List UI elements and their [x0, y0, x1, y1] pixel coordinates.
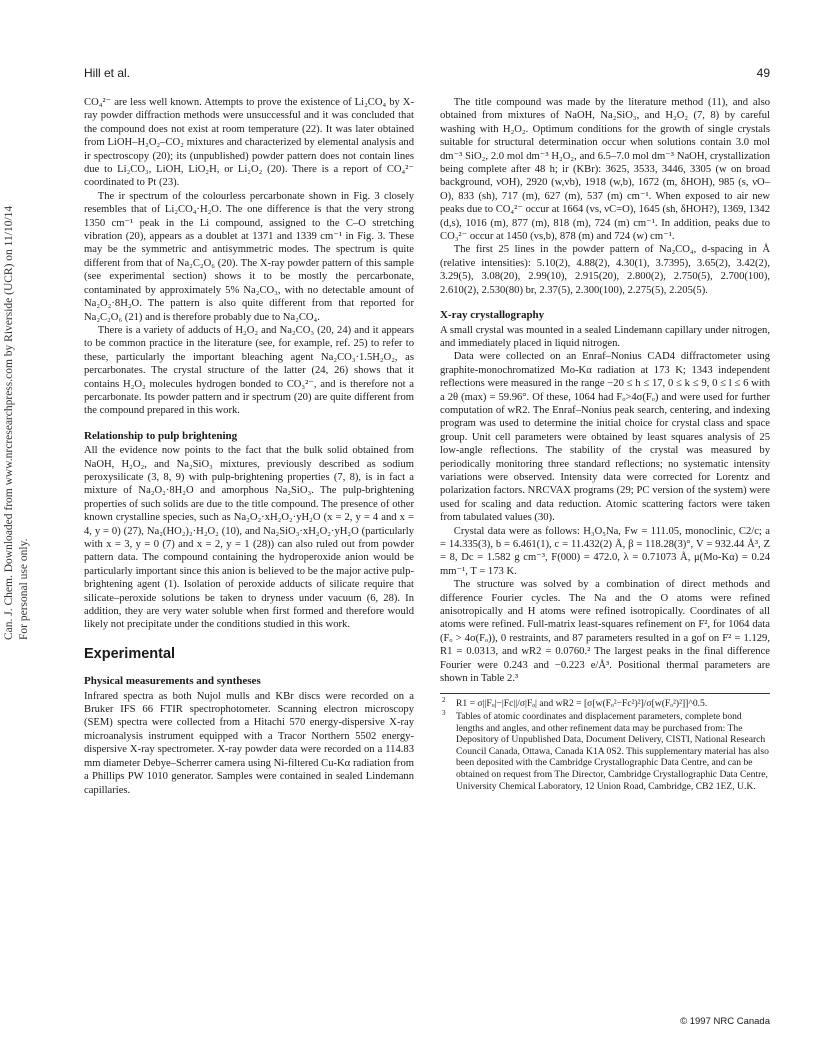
footnote-3: [440, 711, 770, 792]
download-watermark: [2, 40, 34, 640]
section-heading-xray-crystallography: X-ray crystallography: [440, 309, 545, 322]
paragraph: The title compound was made by the literature method (11), and also obtained from mixtures of NaOH, Na₂SiO₃, and H₂O₂ (7, 8) by careful washing with H₂O₂. Optimum conditions for the growth of single crystals suitable for structural determination occur when solutions contain 3.0 mol dm⁻³ SiO₂, 2.0 mol dm⁻³ H₂O₂, and 6.5–7.0 mol dm⁻³ NaOH, crystallization being complete after 48 h; ir (KBr): 3625, 3533, 3446, 3305 (w on broad background, νOH), 2920 (w,vb), 1918 (w,b), 1672 (m, δHOH), 985 (s, νO–O), 833 (sh), 717 (m), 627 (m), 537 (m) cm⁻¹. When exposed to air new peaks due to CO₄²⁻ occur at 1664 (vs, νC=O), 1645 (sh, δHOH?), 1369, 1342 (d,s), 1016 (m), 877 (m), 818 (m), 724 (m) cm⁻¹. In addition, peaks due to CO₃²⁻ occur at 1450 (vs,b), 878 (m) and 724 (w) cm⁻¹.: [440, 97, 770, 243]
footnote-2: [440, 698, 770, 710]
download-watermark-line1: Can. J. Chem. Downloaded from www.nrcresearchpress.com by Riverside (UCR) on 11/10/14: [3, 205, 15, 640]
footnote-divider: [440, 693, 770, 694]
right-column: [440, 96, 770, 793]
copyright-notice: © 1997 NRC Canada: [680, 1016, 770, 1027]
paragraph: All the evidence now points to the fact that the bulk solid obtained from NaOH, H₂O₂, and Na₂SiO₃ mixtures, previously described as sodium peroxysilicate (3, 8, 9) with pulp-brightening properties (7, 8), is in fact a mixture of Na₂O₂·8H₂O and amorphous Na₂SiO₃. The pulp-brightening properties of such solids are due to the title compound. The presence of other known crystalline species, such as Na₂O₂·xH₂O₂·yH₂O (x = 2, y = 4 and x = 4, y = 0) (27), Na₂(HO₂)₂·H₂O₂ (10), and Na₂SiO₃·xH₂O₂·yH₂O (particularly with x = 3, y = 0 (7) and x = 2, y = 1 (28)) can also ruled out from powder pattern data. The compound containing the hydroperoxide anion would be particularly important since this anion is believed to be the major active pulp-brightening agent (1). Isolation of peroxide adducts of silicate require that silicate–peroxide solutions be taken to dryness under vacuum (6, 28). In addition, they are very water soluble when first formed and therefore would likely not precipitate under the conditions studied in this work.: [84, 445, 414, 631]
download-watermark-line2: For personal use only.: [18, 538, 30, 640]
paragraph: Data were collected on an Enraf–Nonius CAD4 diffractometer using graphite-monochromatized Mo-Kα radiation at 173 K; 1343 independent reflections were measured in the range −20 ≤ h ≤ 17, 0 ≤ k ≤ 9, 0 ≤ l ≤ 6 with a 2θ (max) = 59.96°. Of these, 1064 had Fₒ>4σ(Fₒ) and were used for further computation of wR2. The Enraf–Nonius peak search, centering, and indexing program was used to determine the initial choice for crystal class and space group. Unit cell parameters were obtained by least squares analysis of 25 low-angle reflections. The stability of the crystal was measured by periodically monitoring three standard reflections; no systematic intensity variations were observed. Intensity data were corrected for Lorentz and polarization factors. NRCVAX programs (29; PC version of the system) were used for scaling and data reduction. Atomic scattering factors were taken from tabulated values (30).: [440, 351, 770, 524]
subsection-heading-physical-measurements: Physical measurements and syntheses: [84, 675, 261, 688]
running-header: [84, 66, 770, 82]
section-heading-experimental: Experimental: [84, 645, 176, 662]
section-heading-pulp-brightening: Relationship to pulp brightening: [84, 429, 238, 442]
paragraph: The ir spectrum of the colourless percarbonate shown in Fig. 3 closely resembles that of Li₂CO₄·H₂O. The one difference is that the very strong 1350 cm⁻¹ peak in the Li compound, assigned to the C–O stretching vibration (20), appears as a doublet at 1371 and 1339 cm⁻¹ in Fig. 3. These may be the symmetric and antisymmetric modes. The spectrum is quite different from that of Na₂C₂O₆ (20). The X-ray powder pattern of this sample (see experimental section) shows it to be mostly the percarbonate, contaminated by approximately 5% Na₂CO₃, with no detectable amount of Na₂O₂·8H₂O. The pattern is also quite different from that reported for Na₂C₂O₆ (21) and is therefore probably due to Na₂CO₄.: [84, 190, 414, 323]
footnote-mark: 2: [442, 696, 446, 705]
paragraph: CO₄²⁻ are less well known. Attempts to prove the existence of Li₂CO₄ by X-ray powder diffraction methods were unsuccessful and it was concluded that the compound does not exist at room temperature (22). It was later obtained from LiOH–H₂O₂–CO₂ mixtures and characterized by elemental analysis and ir spectroscopy (20); its (unpublished) powder pattern does not contain lines due to Li₂CO₃, LiOH, LiO₂H, or Li₂O₂ (20). There is a report of CO₄²⁻ coordinated to Pt (23).: [84, 97, 414, 189]
paragraph: A small crystal was mounted in a sealed Lindemann capillary under nitrogen, and immediately placed in liquid nitrogen.: [440, 324, 770, 349]
paragraph: The first 25 lines in the powder pattern of Na₂CO₄, d-spacing in Å (relative intensities): 5.10(2), 4.88(2), 4.30(1), 3.7395), 3.65(2), 3.42(2), 3.29(5), 3.08(20), 2.99(10), 2.915(20), 2.800(2), 2.750(5), 2.700(100), 2.610(2), 2.530(80) br, 2.37(5), 2.300(100), 2.275(5), 2.205(5).: [440, 244, 770, 296]
paragraph: Infrared spectra as both Nujol mulls and KBr discs were recorded on a Bruker IFS 66 FTIR spectrophotometer. Scanning electron microscopy (SEM) spectra were collected from a Hitachi 570 energy-dispersive X-ray microanalysis instrument equipped with a Tracor Northern 5502 energy-dispersive X-ray spectrometer. X-ray powder data were recorded on a 114.83 mm diameter Debye–Scherrer camera using Ni-filtered Cu-Kα radiation from a Phillips PW 1010 generator. Samples were contained in sealed Lindemann capillaries.: [84, 690, 414, 796]
paragraph: The structure was solved by a combination of direct methods and difference Fourier cycles. The Na and the O atoms were refined anisotropically and H atoms were refined isotropically. Coordinates of all atoms were refined. Full-matrix least-squares refinement on F², for 1064 data (Fₒ > 4σ(Fₒ)), 0 restraints, and 87 parameters resulted in a gof on F² = 1.129, R1 = 0.0313, and wR2 = 0.0760.² The largest peaks in the final difference Fourier were 0.243 and −0.223 e/Å³. Positional thermal parameters are shown in Table 2.³: [440, 579, 770, 685]
page-number: 49: [756, 66, 770, 80]
left-column: [84, 96, 414, 797]
footnote-text: R1 = σ||Fₒ|−|Fc||/σ|Fₒ| and wR2 = [σ[w(Fₒ²−Fc²)²]/σ[w(Fₒ²)²]]^0.5.: [456, 698, 708, 710]
footnotes: [440, 698, 770, 792]
paragraph: There is a variety of adducts of H₂O₂ and Na₂CO₃ (20, 24) and it appears to be common practice in the literature (see, for example, ref. 25) to refer to these, particularly the important bleaching agent Na₂CO₃·1.5H₂O₂, as percarbonates. The crystal structure of the latter (24, 26) shows that it contains H₂O₂ molecules hydrogen bonded to CO₃²⁻, and is therefore not a percarbonate. Its powder pattern and ir spectrum (20) are quite different from the compound prepared in this work.: [84, 324, 414, 417]
footnote-mark: 3: [442, 709, 446, 718]
footnote-text: Tables of atomic coordinates and displacement parameters, complete bond lengths and angles, and other refinement data may be purchased from: The Depository of Unpublished Data, Document Delivery, CISTI, National Research Council Canada, Ottawa, Canada K1A 0S2. This supplementary material has also been deposited with the Cambridge Crystallographic Data Centre, and can be obtained on request from The Director, Cambridge Crystallographic Data Centre, University Chemical Laboratory, 12 Union Road, Cambridge, CB2 1EZ, U.K.: [456, 711, 769, 792]
running-header-authors: Hill et al.: [84, 66, 131, 80]
paragraph: Crystal data were as follows: H₃O₅Na, Fw = 111.05, monoclinic, C2/c; a = 14.335(3), b = 6.461(1), c = 11.432(2) Å, β = 118.28(3)°, V = 932.44 Å³, Z = 8, Dc = 1.582 g cm⁻³, F(000) = 472.0, λ = 0.71073 Å, μ(Mo-Kα) = 0.24 mm⁻¹, T = 173 K.: [440, 525, 770, 577]
